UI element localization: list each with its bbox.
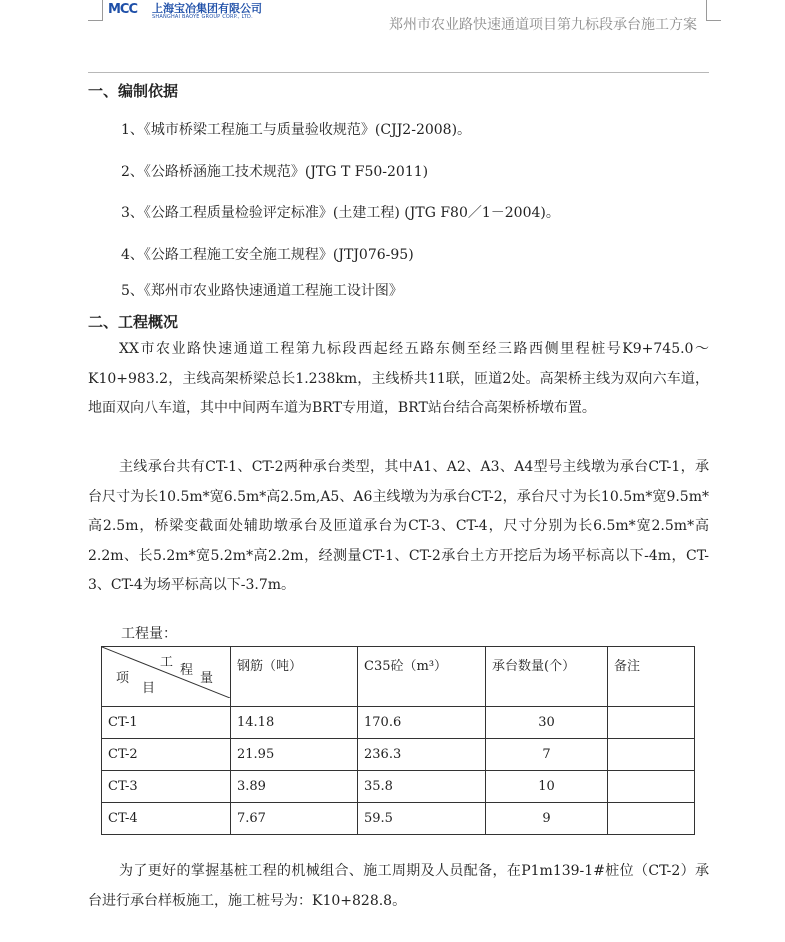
cell-concrete: 59.5 xyxy=(358,803,486,835)
column-header: 钢筋（吨） xyxy=(231,647,358,707)
diag-label: 程 xyxy=(180,663,194,678)
quantity-label: 工程量： xyxy=(121,626,177,642)
header-rule xyxy=(88,72,709,73)
section-heading-overview: 二、工程概况 xyxy=(88,313,179,331)
cell-count: 30 xyxy=(486,707,608,739)
quantity-table xyxy=(101,646,695,835)
cell-steel: 21.95 xyxy=(231,739,358,771)
margin-corner-mark xyxy=(88,0,103,21)
diagonal-header-cell xyxy=(102,647,231,707)
reference-item: 3、《公路工程质量检验评定标准》(土建工程) (JTG F80／1－2004)。 xyxy=(121,205,560,221)
cell-note xyxy=(608,707,695,739)
margin-corner-mark xyxy=(706,0,721,21)
section-heading-basis: 一、编制依据 xyxy=(88,82,179,100)
cell-count: 9 xyxy=(486,803,608,835)
cell-concrete: 35.8 xyxy=(358,771,486,803)
cell-item: CT-2 xyxy=(102,739,231,771)
column-header: C35砼（m³） xyxy=(358,647,486,707)
company-name-cn: 上海宝冶集团有限公司 xyxy=(152,1,262,15)
diag-label: 量 xyxy=(200,671,214,686)
cell-count: 7 xyxy=(486,739,608,771)
table-row xyxy=(102,707,695,739)
mcc-logo-icon: MCC xyxy=(108,2,138,17)
column-header: 承台数量(个） xyxy=(486,647,608,707)
table-header-row xyxy=(102,647,695,707)
cell-concrete: 170.6 xyxy=(358,707,486,739)
cell-count: 10 xyxy=(486,771,608,803)
closing-paragraph: 为了更好的掌握基桩工程的机械组合、施工周期及人员配备，在P1m139-1#桩位（CT-2）承台进行承台样板施工，施工桩号为：K10+828.8。 xyxy=(88,863,709,909)
diag-label: 目 xyxy=(142,681,156,696)
cell-steel: 3.89 xyxy=(231,771,358,803)
table-row xyxy=(102,739,695,771)
page-header xyxy=(0,0,785,76)
document-title: 郑州市农业路快速通道项目第九标段承台施工方案 xyxy=(389,17,697,33)
table-row xyxy=(102,771,695,803)
cell-concrete: 236.3 xyxy=(358,739,486,771)
reference-item: 2、《公路桥涵施工技术规范》(JTG T F50-2011) xyxy=(121,164,429,180)
company-logo xyxy=(108,0,262,22)
cell-note xyxy=(608,739,695,771)
cell-item: CT-3 xyxy=(102,771,231,803)
pile-cap-paragraph: 主线承台共有CT-1、CT-2两种承台类型，其中A1、A2、A3、A4型号主线墩为承台CT-1，承台尺寸为长10.5m*宽6.5m*高2.5m,A5、A6主线墩为为承台CT-2，承台尺寸为长10.5m*宽9.5m*高2.5m，桥梁变截面处辅助墩承台及匝道承台为CT-3、CT-4，尺寸分别为长6.5m*宽2.5m*高2.2m、长5.2m*宽5.2m*高2.2m，经测量CT-1、CT-2承台土方开挖后为场平标高以下-4m，CT-3、CT-4为场平标高以下-3.7m。 xyxy=(88,459,709,593)
cell-steel: 7.67 xyxy=(231,803,358,835)
overview-paragraph: XX市农业路快速通道工程第九标段西起经五路东侧至经三路西侧里程桩号K9+745.0～K10+983.2，主线高架桥梁总长1.238km，主线桥共11联，匝道2处。高架桥主线为双向六车道，地面双向八车道，其中中间两车道为BRT专用道，BRT站台结合高架桥桥墩布置。 xyxy=(88,341,709,416)
diag-label: 工 xyxy=(160,655,174,670)
reference-item: 1、《城市桥梁工程施工与质量验收规范》(CJJ2-2008)。 xyxy=(121,122,472,138)
reference-item: 5、《郑州市农业路快速通道工程施工设计图》 xyxy=(121,283,403,299)
company-name-en: SHANGHAI BAOYE GROUP CORP., LTD. xyxy=(152,13,253,20)
cell-item: CT-4 xyxy=(102,803,231,835)
table-row xyxy=(102,803,695,835)
cell-note xyxy=(608,803,695,835)
cell-item: CT-1 xyxy=(102,707,231,739)
diag-label: 项 xyxy=(116,671,130,686)
cell-note xyxy=(608,771,695,803)
cell-steel: 14.18 xyxy=(231,707,358,739)
column-header: 备注 xyxy=(608,647,695,707)
reference-item: 4、《公路工程施工安全施工规程》(JTJ076-95) xyxy=(121,247,414,263)
